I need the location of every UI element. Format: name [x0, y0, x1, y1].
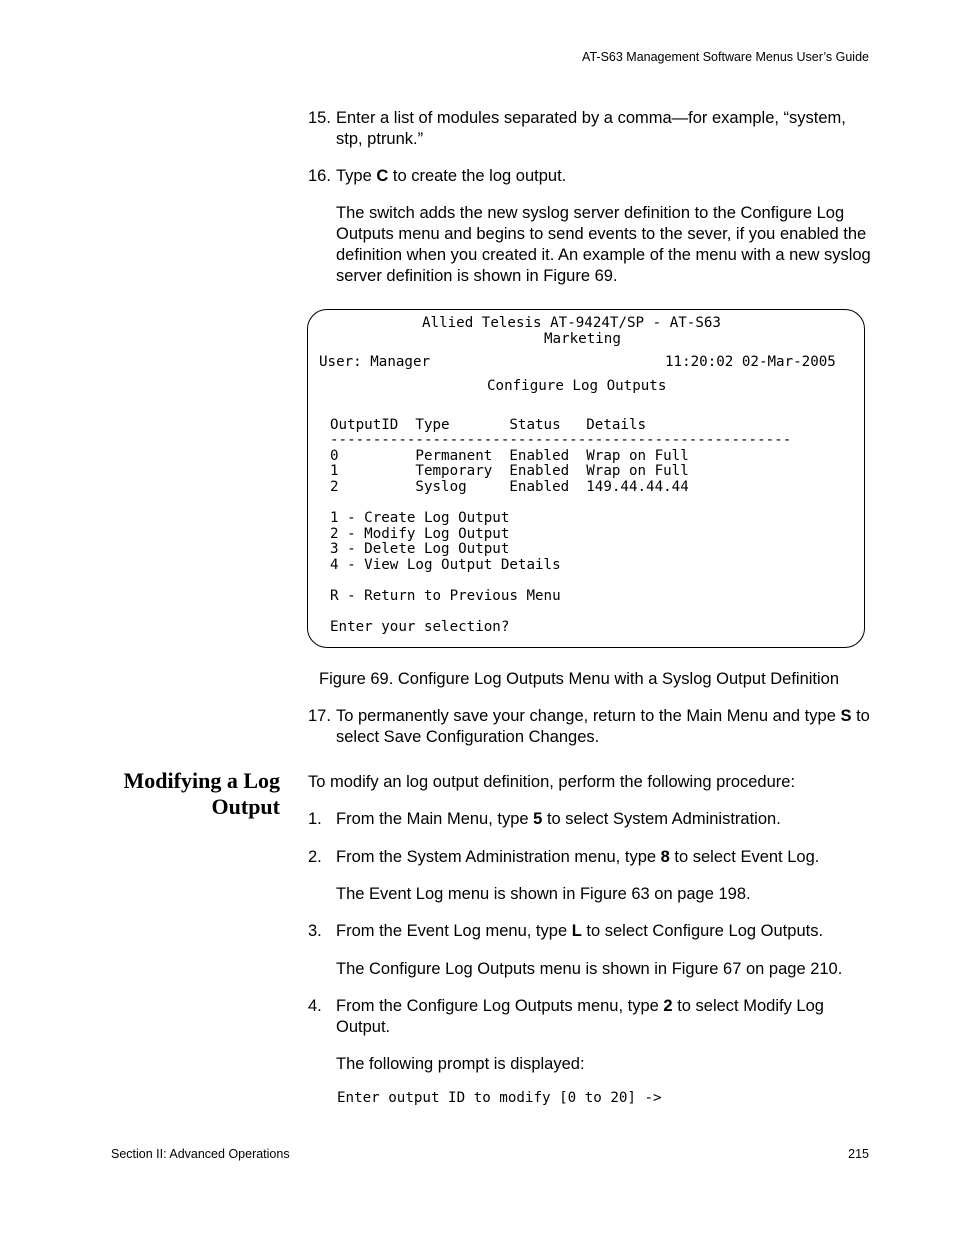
prompt-code: Enter output ID to modify [0 to 20] ->: [337, 1090, 662, 1106]
terminal-return-option: R - Return to Previous Menu: [330, 588, 561, 604]
step-text: From the Main Menu, type 5 to select System Administration.: [336, 810, 781, 828]
step-text: Type C to create the log output.: [336, 167, 567, 185]
key-letter: 8: [660, 848, 670, 866]
terminal-menu-title: Configure Log Outputs: [487, 378, 667, 394]
figure-caption: Figure 69. Configure Log Outputs Menu with a Syslog Output Definition: [319, 670, 840, 688]
key-letter: 5: [533, 810, 543, 828]
section-heading: Modifying a Log Output: [123, 768, 280, 819]
page-number: 215: [848, 1147, 869, 1161]
step-number: 16.: [308, 167, 331, 185]
paragraph: The switch adds the new syslog server definition to the Configure Log Outputs menu and begins to send events to the sever, if you enabled the definition when you created it. An example of the menu with a new syslog server definition is shown in Figure 69.: [336, 204, 871, 285]
step-text: From the Event Log menu, type L to select Configure Log Outputs.: [336, 922, 824, 940]
terminal-title: Allied Telesis AT-9424T/SP - AT-S63: [422, 315, 721, 331]
step-text: From the Configure Log Outputs menu, type 2 to select Modify Log Output.: [336, 997, 824, 1036]
terminal-column-headers: OutputID Type Status Details: [330, 417, 647, 433]
step-number: 4.: [308, 997, 322, 1015]
terminal-row: 1 Temporary Enabled Wrap on Full: [330, 463, 689, 479]
step-number: 15.: [308, 109, 331, 127]
note-text: The following prompt is displayed:: [336, 1055, 585, 1073]
key-letter: 2: [663, 997, 673, 1015]
terminal-row: 0 Permanent Enabled Wrap on Full: [330, 448, 689, 464]
terminal-option: 3 - Delete Log Output: [330, 541, 510, 557]
key-letter: S: [840, 707, 852, 725]
terminal-datetime: 11:20:02 02-Mar-2005: [665, 354, 836, 370]
note-text: The Configure Log Outputs menu is shown in Figure 67 on page 210.: [336, 960, 843, 978]
terminal-row: 2 Syslog Enabled 149.44.44.44: [330, 479, 689, 495]
step-text: From the System Administration menu, type 8 to select Event Log.: [336, 848, 820, 866]
key-letter: C: [376, 167, 389, 185]
terminal-divider: ------------------------------------------------------: [330, 432, 792, 448]
terminal-user: User: Manager: [319, 354, 431, 370]
note-text: The Event Log menu is shown in Figure 63 on page 198.: [336, 885, 751, 903]
terminal-option: 2 - Modify Log Output: [330, 526, 510, 542]
key-letter: L: [571, 922, 582, 940]
step-text: To permanently save your change, return to the Main Menu and type S to select Save Configuration Changes.: [336, 707, 870, 746]
section-intro: To modify an log output definition, perform the following procedure:: [308, 773, 796, 791]
terminal-option: 1 - Create Log Output: [330, 510, 510, 526]
step-number: 2.: [308, 848, 322, 866]
terminal-option: 4 - View Log Output Details: [330, 557, 561, 573]
terminal-screen: [307, 309, 865, 648]
step-number: 3.: [308, 922, 322, 940]
step-number: 17.: [308, 707, 331, 725]
terminal-prompt: Enter your selection?: [330, 619, 510, 635]
running-header: AT-S63 Management Software Menus User’s Guide: [582, 50, 869, 64]
step-number: 1.: [308, 810, 322, 828]
step-text: Enter a list of modules separated by a comma—for example, “system, stp, ptrunk.”: [336, 109, 846, 148]
footer-section: Section II: Advanced Operations: [111, 1147, 290, 1161]
terminal-subtitle: Marketing: [544, 331, 621, 347]
